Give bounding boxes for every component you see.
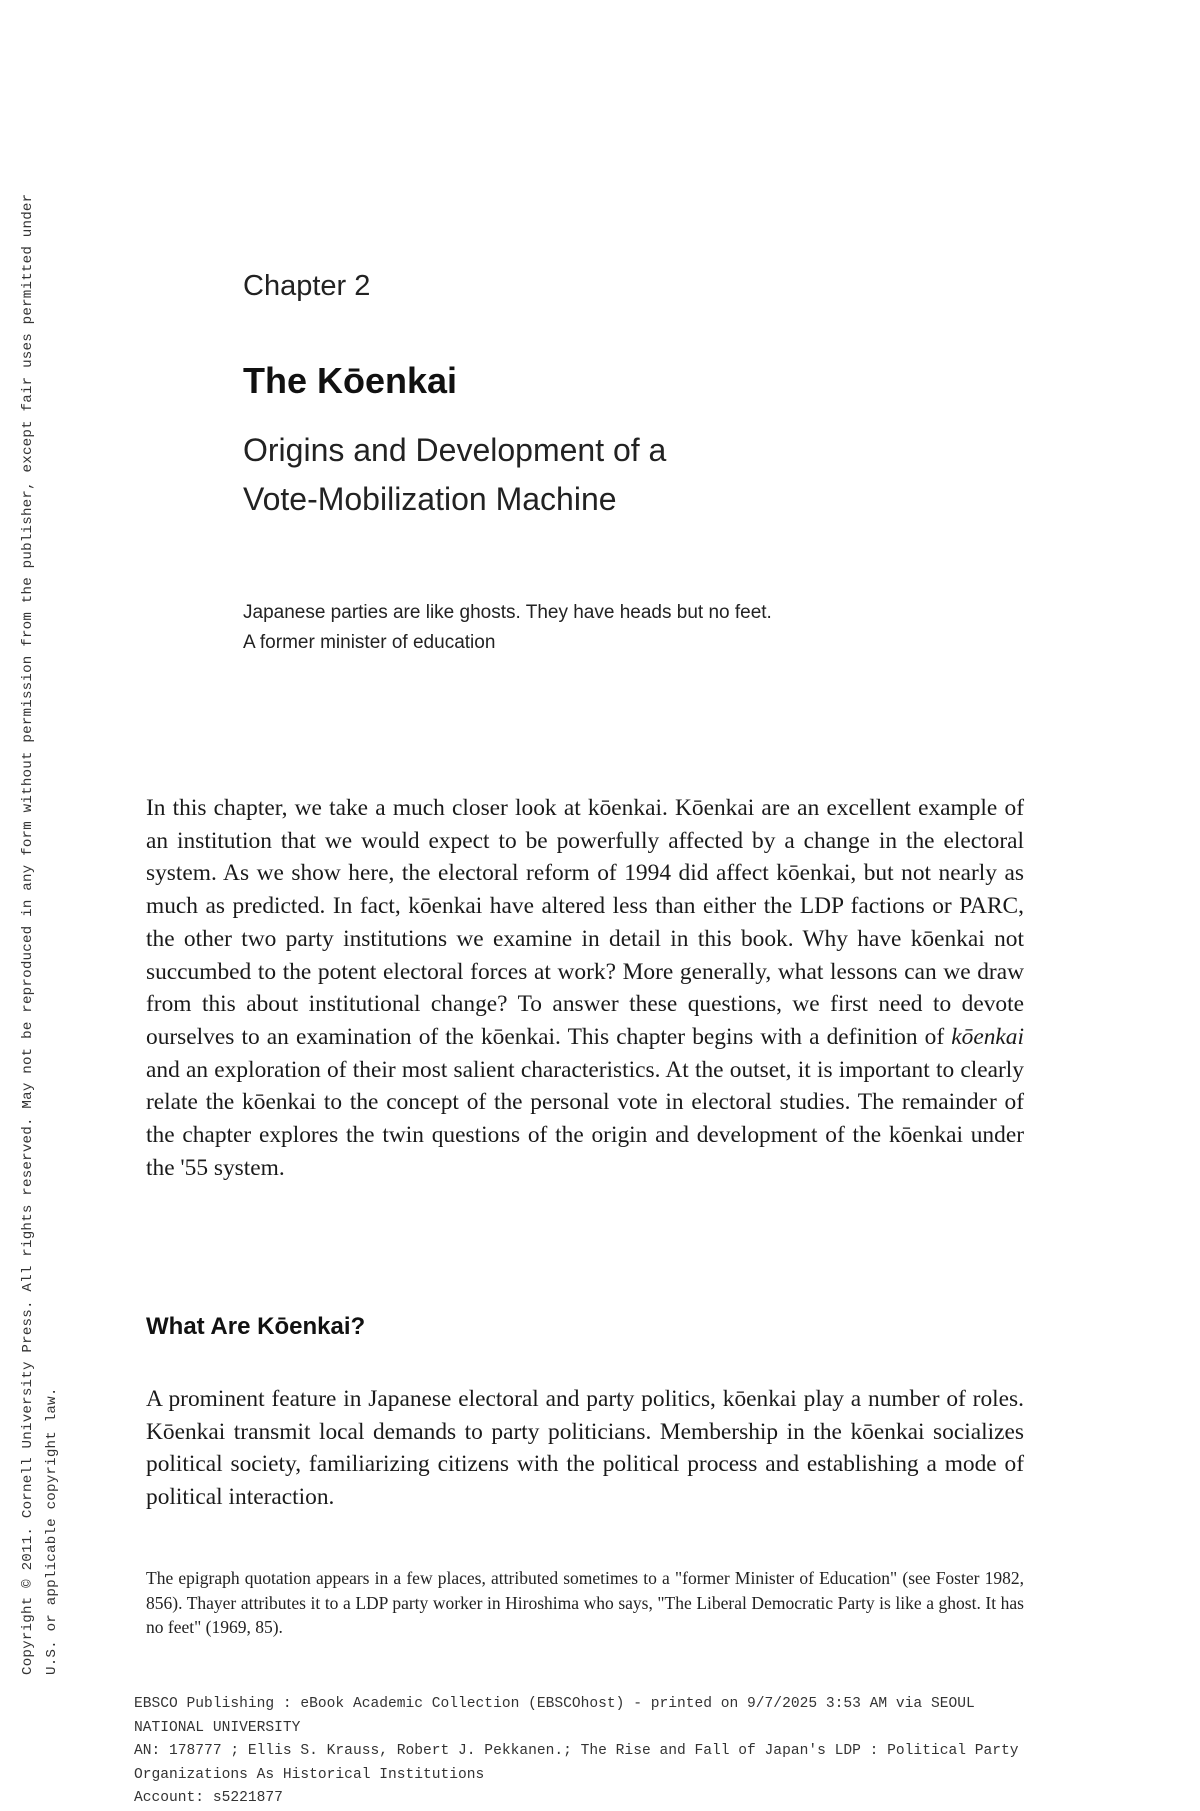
ebsco-footer xyxy=(134,1693,1184,1811)
chapter-subtitle xyxy=(243,426,666,524)
intro-text-b: and an exploration of their most salient characteristics. At the outset, it is important to clearly relate the kōenkai to the concept of the personal vote in electoral studies. The remainder of the chapter explores the twin questions of the origin and development of the kōenkai under the '55 system. xyxy=(146,1056,1024,1181)
intro-text-a: In this chapter, we take a much closer look at kōenkai. Kōenkai are an excellent example of an institution that we would expect to be powerfully affected by a change in the electoral system. As we show here, the electoral reform of 1994 did affect kōenkai, but not nearly as much as predicted. In fact, kōenkai have altered less than either the LDP factions or PARC, the other two party institutions we examine in detail in this book. Why have kōenkai not succumbed to the potent electoral forces at work? More generally, what lessons can we draw from this about institutional change? To answer these questions, we first need to devote ourselves to an examination of the kōenkai. This chapter begins with a definition of xyxy=(146,795,1024,1050)
epigraph xyxy=(243,598,772,658)
section-paragraph: A prominent feature in Japanese electoral and party politics, kōenkai play a number of roles. Kōenkai transmit local demands to party politicians. Membership in the kōenkai socializes political society, familiarizing citizens with the political process and establishing a mode of political interaction. xyxy=(146,1386,1024,1511)
ebsco-line-5: Account: s5221877 xyxy=(134,1790,283,1806)
section-heading: What Are Kōenkai? xyxy=(146,1313,366,1340)
intro-paragraph xyxy=(146,792,1024,1184)
ebsco-line-1: EBSCO Publishing : eBook Academic Collection (EBSCOhost) - printed on 9/7/2025 3:53 AM via SEOUL xyxy=(134,1696,975,1712)
ebsco-line-2: NATIONAL UNIVERSITY xyxy=(134,1719,301,1736)
chapter-title: The Kōenkai xyxy=(243,360,458,401)
copyright-line-1: Copyright © 2011. Cornell University Press. All rights reserved. May not be reproduced in any form without permission from the publisher, except fair uses permitted under xyxy=(20,193,36,1675)
subtitle-line-1: Origins and Development of a xyxy=(243,432,667,468)
footnote: The epigraph quotation appears in a few places, attributed sometimes to a "former Minister of Education" (see Foster 1982, 856). Thayer attributes it to a LDP party worker in Hiroshima who says, "The Liberal Democratic Party is like a ghost. It has no feet" (1969, 85). xyxy=(146,1568,1024,1637)
epigraph-attribution: A former minister of education xyxy=(243,632,496,653)
ebsco-line-3: AN: 178777 ; Ellis S. Krauss, Robert J. Pekkanen.; The Rise and Fall of Japan's LDP : Political Party xyxy=(134,1743,1019,1759)
epigraph-quote: Japanese parties are like ghosts. They have heads but no feet. xyxy=(243,602,772,623)
copyright-side-notice xyxy=(16,135,64,1675)
chapter-label: Chapter 2 xyxy=(243,270,371,302)
ebsco-line-4: Organizations As Historical Institutions xyxy=(134,1766,485,1783)
intro-italic-term: kōenkai xyxy=(951,1023,1024,1050)
copyright-line-2: U.S. or applicable copyright law. xyxy=(44,1387,60,1675)
subtitle-line-2: Vote-Mobilization Machine xyxy=(243,481,617,517)
